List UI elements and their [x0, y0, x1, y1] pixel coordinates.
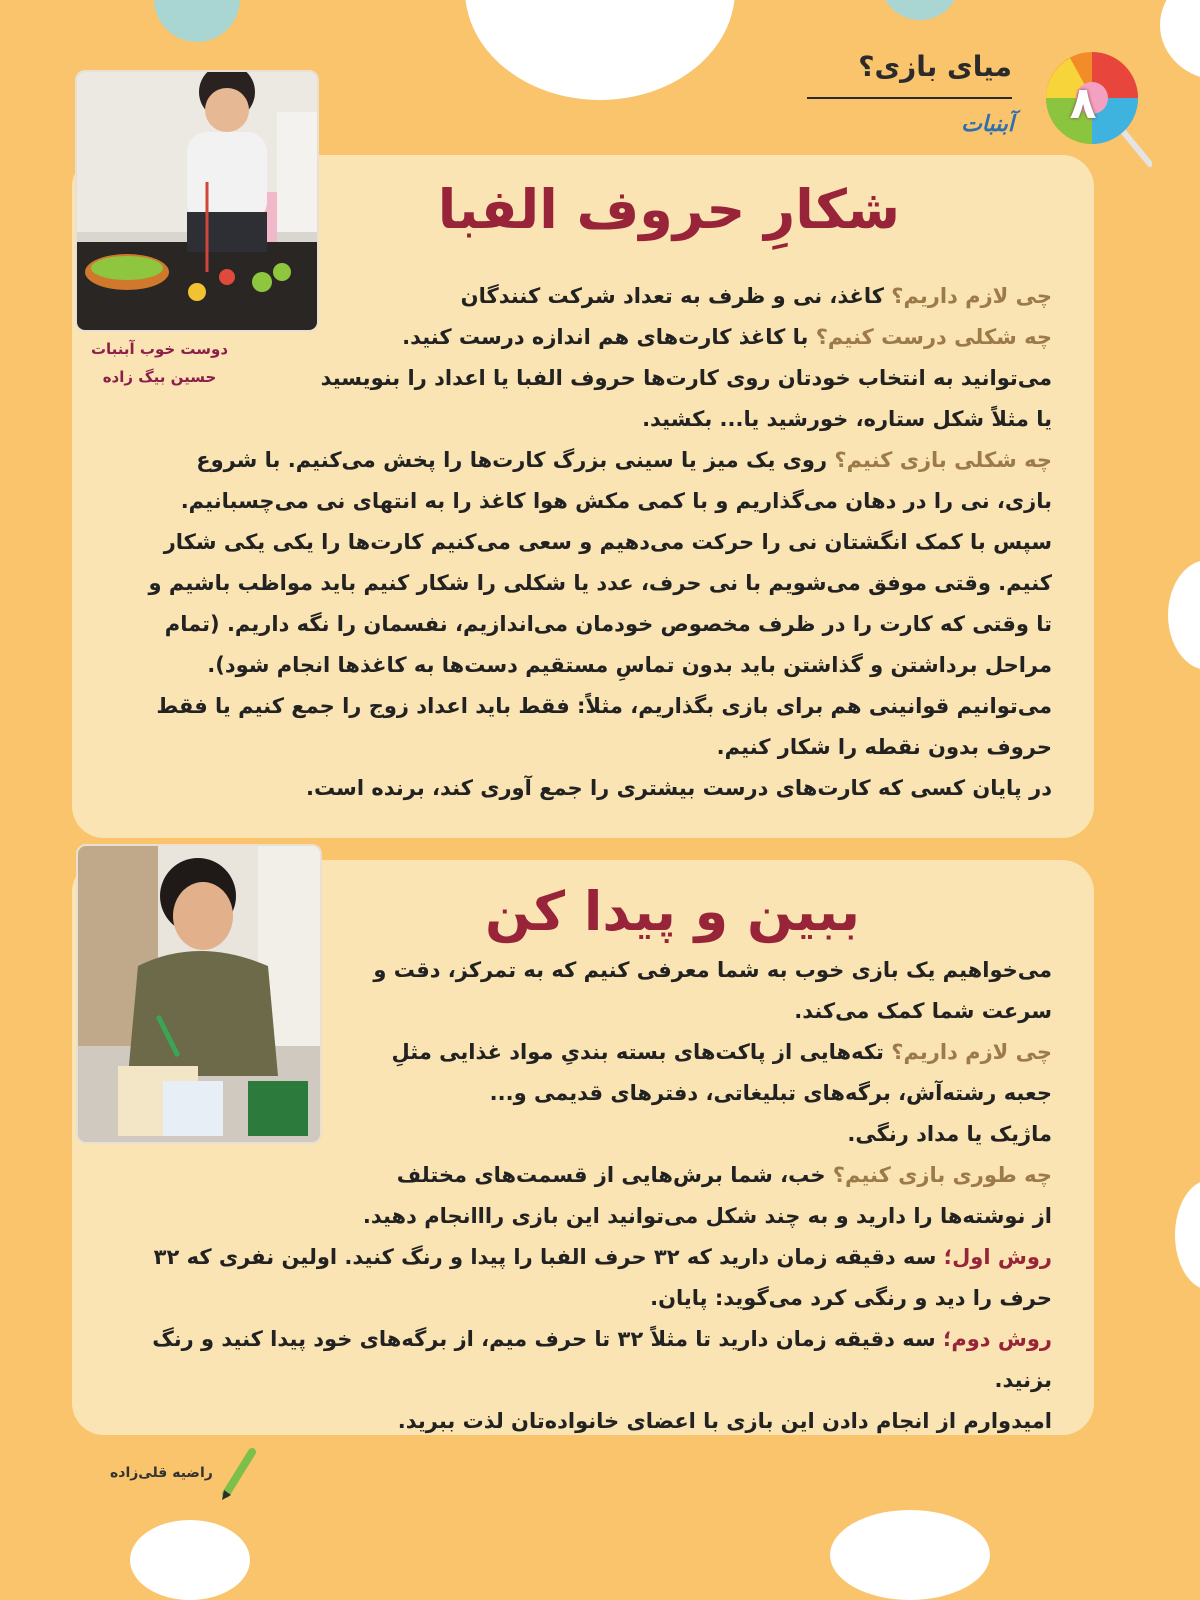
body-line: جعبه رشته‌آش، برگه‌های تبلیغاتی، دفترهای قدیمی و... [489, 1081, 1052, 1105]
page-header [780, 0, 1200, 170]
body-line: می‌خواهیم یک بازی خوب به شما معرفی کنیم که به تمرکز، دقت و [373, 958, 1052, 982]
body-line: از نوشته‌ها را دارید و به چند شکل می‌توانید این بازی رااانجام دهید. [362, 1204, 1052, 1228]
body-line: حرف را دید و رنگی کرد می‌گوید: پایان. [650, 1286, 1052, 1310]
photo-caption: دوست خوب آبنبات [90, 340, 229, 358]
brand-logo: آبنبات [961, 112, 1014, 137]
body-line: بزنید. [994, 1368, 1052, 1392]
body-line: تا وقتی که کارت را در ظرف مخصوص خودمان می‌اندازیم، نفسمان را نگه داریم. (تمام [164, 612, 1052, 636]
decor-dot [1175, 1180, 1200, 1290]
body-line: می‌توانیم قوانینی هم برای بازی بگذاریم، مثلاً: فقط باید اعداد زوج را جمع کنیم یا فقط [156, 694, 1052, 718]
body-line: می‌توانید به انتخاب خودتان روی کارت‌ها حروف الفبا یا اعداد را بنویسید [320, 366, 1052, 390]
article-title: شکارِ حروف الفبا [437, 178, 900, 241]
photo-caption: حسین بیگ زاده [102, 368, 217, 386]
decor-dot [130, 1520, 250, 1600]
body-line: روش دوم؛ سه دقیقه زمان دارید تا مثلاً ۳۲ تا حرف میم، از برگه‌های خود پیدا کنید و رنگ [152, 1327, 1052, 1351]
issue-number: ۸ [1069, 78, 1097, 129]
decor-dot [830, 1510, 990, 1600]
divider [807, 97, 1012, 99]
decor-dot [465, 0, 735, 100]
body-line: مراحل برداشتن و گذاشتن باید بدون تماسِ مستقیم دست‌ها به کاغذها انجام شود). [207, 653, 1052, 677]
body-line: حروف بدون نقطه را شکار کنیم. [716, 735, 1052, 759]
body-line: چه شکلی درست کنیم؟ با کاغذ کارت‌های هم اندازه درست کنید. [402, 325, 1052, 349]
body-line: ماژیک یا مداد رنگی. [847, 1122, 1052, 1146]
pencil-icon [218, 1448, 258, 1504]
article-body [110, 950, 1052, 1442]
body-line: چی لازم داریم؟ تکه‌هایی از پاکت‌های بسته بندیِ مواد غذایی مثلِ [391, 1040, 1052, 1064]
series-title: میای بازی؟ [858, 50, 1012, 83]
decor-dot [1168, 560, 1200, 670]
body-line: امیدوارم از انجام دادن این بازی با اعضای خانواده‌تان لذت ببرید. [397, 1409, 1052, 1433]
body-line: سپس با کمک انگشتان نی را حرکت می‌دهیم و سعی می‌کنیم کارت‌ها را یکی یکی شکار [163, 530, 1052, 554]
article-body [110, 276, 1052, 809]
body-line: روش اول؛ سه دقیقه زمان دارید که ۳۲ حرف الفبا را پیدا و رنگ کنید. اولین نفری که ۳۲ [153, 1245, 1052, 1269]
body-line: در پایان کسی که کارت‌های درست بیشتری را جمع آوری کند، برنده است. [305, 776, 1052, 800]
body-line: بازی، نی را در دهان می‌گذاریم و با کمی مکش هوا کاغذ را به انتهای نی می‌چسبانیم. [180, 489, 1052, 513]
body-line: یا مثلاً شکل ستاره، خورشید یا... بکشید. [642, 407, 1052, 431]
decor-dot [154, 0, 240, 42]
body-line: چه شکلی بازی کنیم؟ روی یک میز یا سینی بزرگ کارت‌ها را پخش می‌کنیم. با شروع [196, 448, 1052, 472]
author-name: راضیه قلی‌زاده [110, 1465, 213, 1481]
body-line: چی لازم داریم؟ کاغذ، نی و ظرف به تعداد شرکت کنندگان [460, 284, 1052, 308]
body-line: سرعت شما کمک می‌کند. [794, 999, 1052, 1023]
body-line: کنیم. وقتی موفق می‌شویم با نی حرف، عدد یا شکلی را شکار کنیم باید مواظب باشیم و [148, 571, 1052, 595]
article-title: ببین و پیدا کن [485, 880, 860, 943]
body-line: چه طوری بازی کنیم؟ خب، شما برش‌هایی از قسمت‌های مختلف [396, 1163, 1052, 1187]
